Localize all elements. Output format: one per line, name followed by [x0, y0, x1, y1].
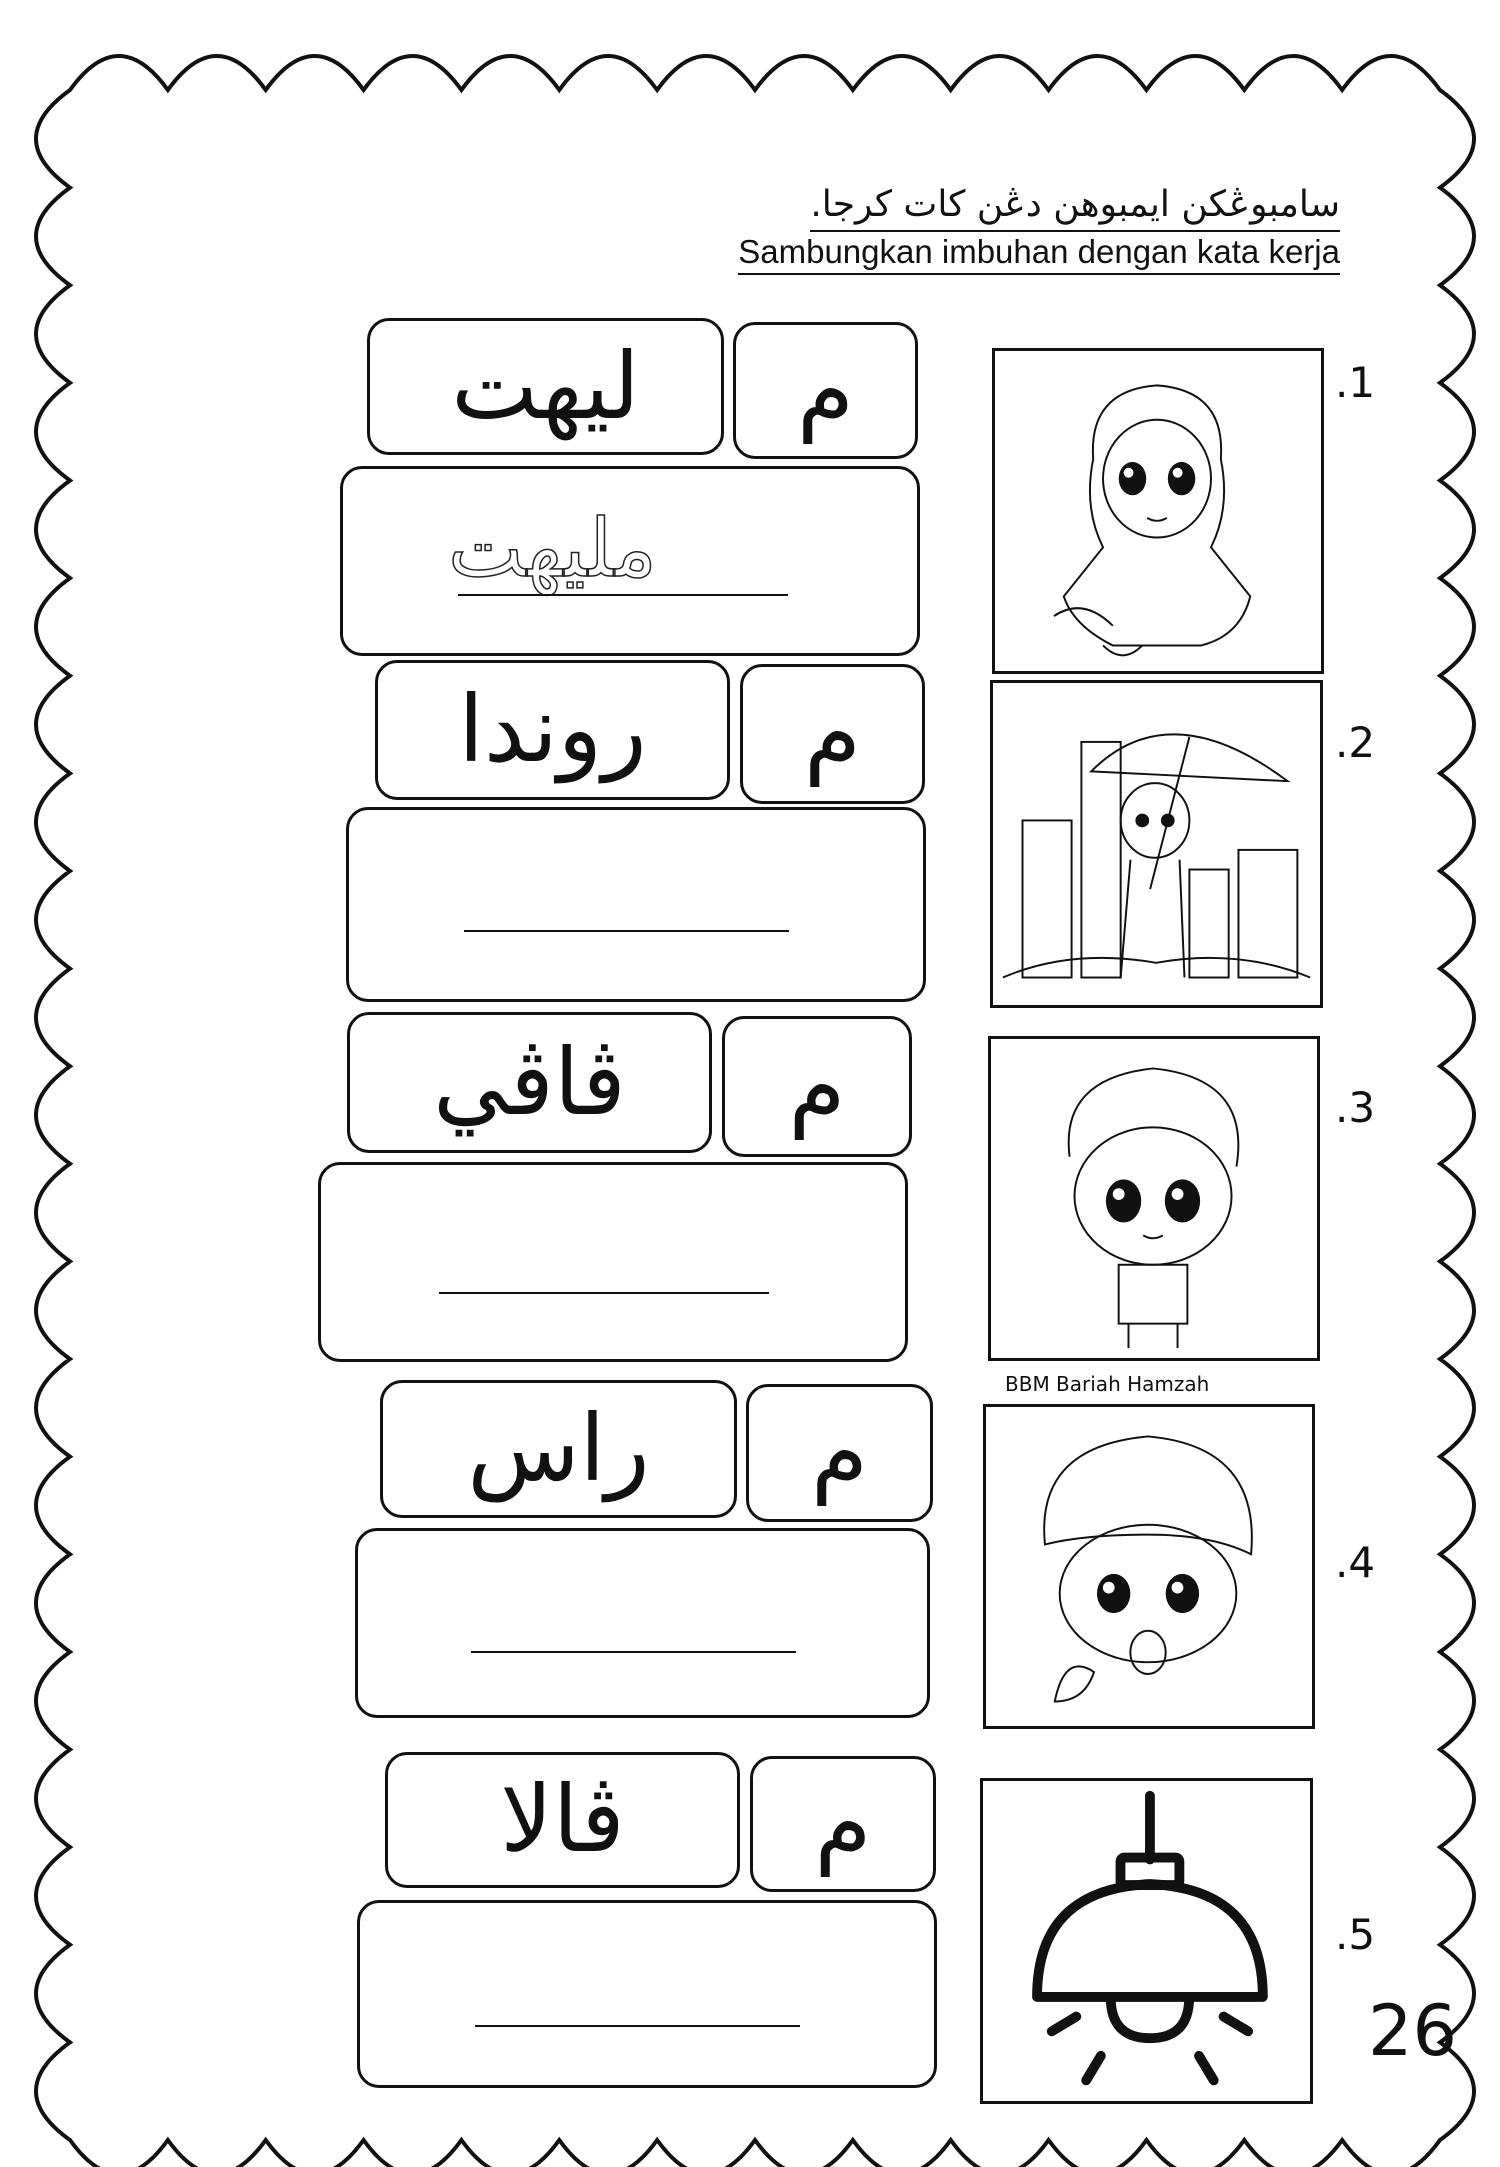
ceiling-lamp-picture [980, 1778, 1313, 2104]
prefix-box-5: م [750, 1756, 936, 1892]
boy-holding-paper-picture [988, 1036, 1320, 1361]
item-number-2: .2 [1335, 718, 1376, 767]
lamp-icon [983, 1781, 1310, 2101]
prefix-box-2: م [740, 664, 925, 804]
boy-umbrella-city-picture [990, 680, 1323, 1008]
answer-box-3[interactable] [318, 1162, 908, 1362]
answer-box-2[interactable] [346, 807, 926, 1002]
item-number-3: .3 [1335, 1083, 1376, 1132]
answer-box-4[interactable] [355, 1528, 930, 1718]
answer-line-1 [458, 594, 788, 596]
item-number-1: .1 [1335, 358, 1376, 407]
girl-hijab-sitting-picture [992, 348, 1324, 674]
word-box-4: راس [380, 1380, 737, 1518]
answer-line-3 [439, 1292, 769, 1294]
instruction-rumi: Sambungkan imbuhan dengan kata kerja [738, 232, 1340, 275]
boy-cap-durian-picture [983, 1404, 1315, 1729]
instruction-jawi: سامبوڠكن ايمبوهن دڠن كات كرجا. [810, 182, 1340, 232]
page-number: 26 [1368, 1990, 1458, 2072]
credit-text: BBM Bariah Hamzah [1005, 1372, 1210, 1396]
word-box-1: ليهت [367, 318, 724, 455]
answer-box-1[interactable] [340, 466, 920, 656]
prefix-box-1: م [733, 322, 918, 459]
answer-line-2 [464, 930, 789, 932]
answer-line-5 [475, 2025, 800, 2027]
item-number-5: .5 [1335, 1910, 1376, 1959]
prefix-box-3: م [722, 1016, 912, 1157]
traced-answer-1: مليهت [448, 502, 657, 595]
answer-line-4 [471, 1651, 796, 1653]
answer-box-5[interactable] [357, 1900, 937, 2088]
prefix-box-4: م [746, 1384, 933, 1522]
item-number-4: .4 [1335, 1538, 1376, 1587]
word-box-3: ڤاڤي [347, 1012, 712, 1153]
word-box-2: روندا [375, 660, 730, 800]
word-box-5: ڤالا [385, 1752, 740, 1888]
